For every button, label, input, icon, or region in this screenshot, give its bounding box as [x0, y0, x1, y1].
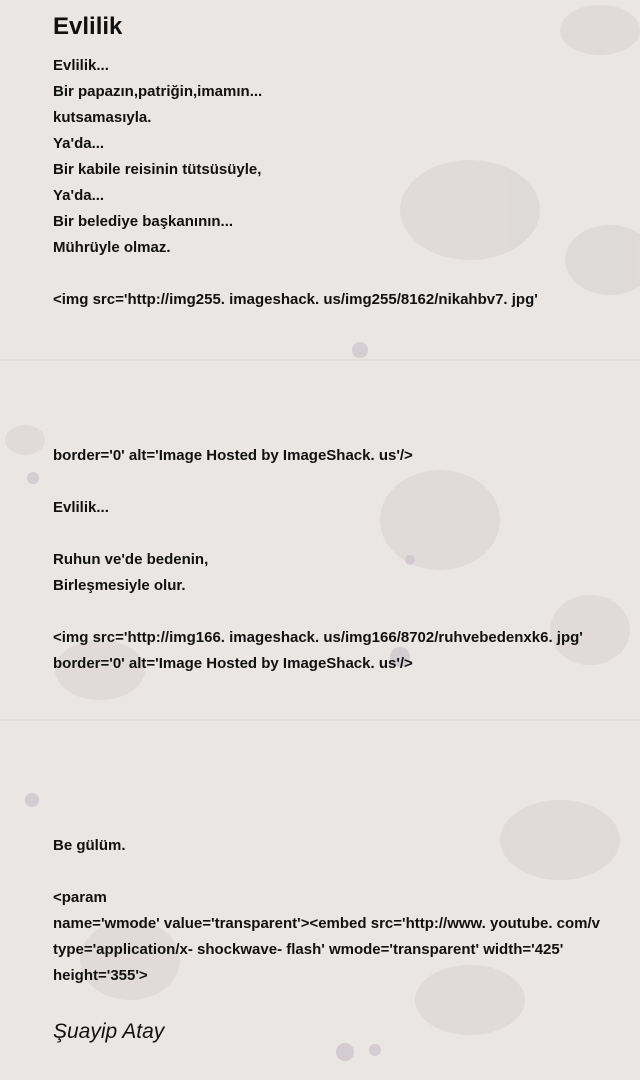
- poem-line: border='0' alt='Image Hosted by ImageShack. us'/>: [53, 655, 413, 672]
- poem-line: [53, 755, 600, 781]
- poem-line: height='355'>: [53, 967, 148, 984]
- poem-line: [53, 261, 600, 287]
- poem-line: [53, 703, 600, 729]
- poem-line: [53, 781, 600, 807]
- poem-line: Bir papazın,patriğin,imamın...: [53, 83, 263, 100]
- poem-line: Evlilik...: [53, 57, 109, 74]
- poem-line: Ya'da...: [53, 135, 105, 152]
- poem-line: [53, 469, 600, 495]
- poem-line: Birleşmesiyle olur.: [53, 577, 186, 594]
- poem-line: border='0' alt='Image Hosted by ImageShack. us'/>: [53, 447, 413, 464]
- poem-line: Mührüyle olmaz.: [53, 239, 171, 256]
- poem-line: name='wmode' value='transparent'><embed src='http://www. youtube. com/v: [53, 915, 601, 932]
- poem-author: Şuayip Atay: [53, 1020, 165, 1043]
- poem-line: Evlilik...: [53, 499, 109, 516]
- poem-line: [53, 807, 600, 833]
- poem-body: [53, 53, 600, 989]
- poem-line: kutsamasıyla.: [53, 109, 152, 126]
- poem-line: <param: [53, 889, 107, 906]
- poem-line: [53, 313, 600, 339]
- poem-line: type='application/x- shockwave- flash' wmode='transparent' width='425': [53, 941, 564, 958]
- poem-line: <img src='http://img166. imageshack. us/img166/8702/ruhvebedenxk6. jpg': [53, 629, 583, 646]
- poem-line: Ya'da...: [53, 187, 105, 204]
- poem-line: [53, 599, 600, 625]
- poem-line: <img src='http://img255. imageshack. us/img255/8162/nikahbv7. jpg': [53, 291, 538, 308]
- poem-title: Evlilik: [53, 13, 123, 40]
- poem-line: Be gülüm.: [53, 837, 126, 854]
- poem-line: Ruhun ve'de bedenin,: [53, 551, 209, 568]
- poem-line: Bir kabile reisinin tütsüsüyle,: [53, 161, 262, 178]
- poem-line: [53, 339, 600, 365]
- poem-line: [53, 729, 600, 755]
- poem-line: [53, 859, 600, 885]
- poem-line: [53, 521, 600, 547]
- poem-line: Bir belediye başkanının...: [53, 213, 234, 230]
- poem-line: [53, 677, 600, 703]
- poem-line: [53, 391, 600, 417]
- poem-line: [53, 417, 600, 443]
- poem-line: [53, 365, 600, 391]
